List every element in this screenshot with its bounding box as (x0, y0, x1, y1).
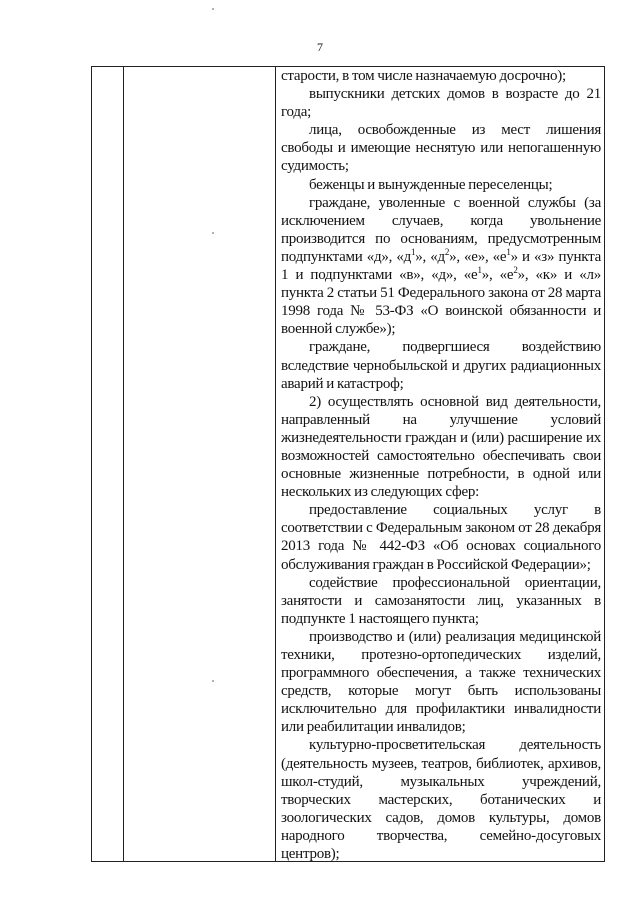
scan-speck (212, 232, 214, 234)
paragraph: выпускники детских домов в возрасте до 21 года; (281, 86, 601, 121)
scan-speck (212, 8, 214, 10)
paragraph: беженцы и вынужденные переселенцы; (309, 176, 553, 193)
paragraph: граждане, подвергшиеся воздействию вследствие чернобыльской и других радиационных аварий и катастроф; (281, 339, 601, 392)
page-number: 7 (317, 40, 323, 54)
table-column-divider (275, 66, 276, 862)
paragraph: граждане, уволенные с военной службы (за исключением случаев, когда увольнение производится по основаниям, предусмотренным подпунктами «д», «$д^1$», «$д^2$», «е», «$е^1$» и «з» пункта 1 и подпунктами «в», «д», «$е^1$», «$е^2$», «к» и «л» пункта 2 статьи 51 Федерального закона от 28 марта 1998 года № 53-ФЗ «О воинской обязанности и военной службе»); (281, 194, 601, 338)
paragraph: культурно-просветительская деятельность (деятельность музеев, театров, библиотек, архивов, школ-студий, музыкальных учреждений, творческих мастерских, ботанических и зоологических садов, домов культуры, домов народного творчества, семейно-досуговых центров); (281, 737, 601, 863)
paragraph: 2) осуществлять основной вид деятельности, направленный на улучшение условий жизнедеятельности граждан и (или) расширение их возможностей самостоятельно обеспечивать свои основные жизненные потребности, в одной или нескольких из следующих сфер: (281, 393, 601, 501)
paragraph: содействие профессиональной ориентации, занятости и самозанятости лиц, указанных в подпункте 1 настоящего пункта; (281, 574, 601, 627)
scan-speck (212, 680, 214, 682)
paragraph: предоставление социальных услуг в соответствии с Федеральным законом от 28 декабря 2013 года № 442-ФЗ «Об основах социального обслуживания граждан в Российской Федерации»; (281, 502, 601, 573)
table-text-cell (281, 67, 601, 863)
paragraph: старости, в том числе назначаемую досрочно); (281, 68, 566, 84)
table-column-divider (123, 66, 124, 862)
paragraph: производство и (или) реализация медицинской техники, протезно-ортопедических изделий, программного обеспечения, а также технических средств, которые могут быть использованы исключительно для профилактики инвалидности или реабилитации инвалидов; (281, 628, 601, 736)
paragraph: лица, освобожденные из мест лишения свободы и имеющие неснятую или непогашенную судимость; (281, 122, 601, 175)
